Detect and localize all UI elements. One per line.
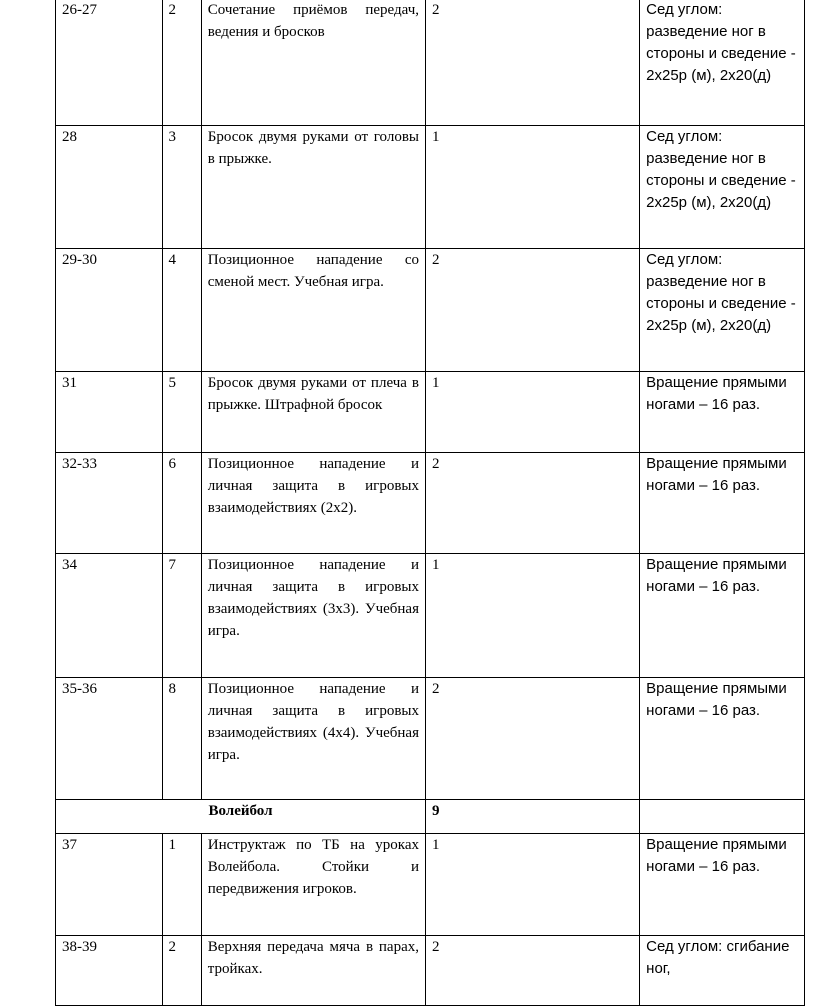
lesson-topic: Верхняя передача мяча в парах, тройках. [201,936,425,1006]
lesson-number: 32-33 [56,453,163,554]
lesson-topic: Сочетание приёмов передач, ведения и бросков [201,0,425,126]
lesson-hours: 2 [426,936,640,1006]
table-row [56,936,805,1006]
lesson-index: 3 [162,126,201,249]
homework: Вращение прямыми ногами – 16 раз. [640,372,805,453]
section-hours: 9 [426,800,640,834]
lesson-topic: Позиционное нападение и личная защита в игровых взаимодействиях (2х2). [201,453,425,554]
table-row [56,678,805,800]
lesson-index: 6 [162,453,201,554]
lesson-hours: 2 [426,453,640,554]
lesson-topic: Бросок двумя руками от головы в прыжке. [201,126,425,249]
lesson-index: 2 [162,936,201,1006]
lesson-hours: 1 [426,834,640,936]
homework: Вращение прямыми ногами – 16 раз. [640,554,805,678]
homework: Сед углом: разведение ног в стороны и сведение - 2х25р (м), 2х20(д) [640,249,805,372]
lesson-topic: Позиционное нападение и личная защита в игровых взаимодействиях (4х4). Учебная игра. [201,678,425,800]
lesson-number: 31 [56,372,163,453]
table-row [56,249,805,372]
section-title: Волейбол [56,800,426,834]
table-row [56,834,805,936]
table-row [56,453,805,554]
lesson-hours: 1 [426,554,640,678]
table-row [56,372,805,453]
lesson-index: 4 [162,249,201,372]
lesson-topic: Инструктаж по ТБ на уроках Волейбола. Стойки и передвижения игроков. [201,834,425,936]
lesson-index: 1 [162,834,201,936]
lesson-number: 34 [56,554,163,678]
lesson-hours: 2 [426,249,640,372]
lesson-hours: 2 [426,678,640,800]
lesson-number: 28 [56,126,163,249]
lesson-topic: Бросок двумя руками от плеча в прыжке. Штрафной бросок [201,372,425,453]
lesson-index: 5 [162,372,201,453]
lesson-number: 35-36 [56,678,163,800]
homework: Вращение прямыми ногами – 16 раз. [640,453,805,554]
lesson-number: 29-30 [56,249,163,372]
lesson-topic: Позиционное нападение со сменой мест. Учебная игра. [201,249,425,372]
table-row [56,554,805,678]
lesson-plan-table [55,0,805,1006]
table-row [56,126,805,249]
lesson-number: 38-39 [56,936,163,1006]
lesson-topic: Позиционное нападение и личная защита в игровых взаимодействиях (3х3). Учебная игра. [201,554,425,678]
homework: Сед углом: сгибание ног, [640,936,805,1006]
table-row [56,0,805,126]
section-row [56,800,805,834]
lesson-hours: 1 [426,126,640,249]
lesson-hours: 2 [426,0,640,126]
lesson-index: 8 [162,678,201,800]
table-body [56,0,805,1006]
lesson-hours: 1 [426,372,640,453]
lesson-number: 26-27 [56,0,163,126]
lesson-index: 7 [162,554,201,678]
section-empty-cell [640,800,805,834]
homework: Вращение прямыми ногами – 16 раз. [640,834,805,936]
homework: Сед углом: разведение ног в стороны и сведение - 2х25р (м), 2х20(д) [640,0,805,126]
homework: Вращение прямыми ногами – 16 раз. [640,678,805,800]
lesson-index: 2 [162,0,201,126]
homework: Сед углом: разведение ног в стороны и сведение - 2х25р (м), 2х20(д) [640,126,805,249]
lesson-number: 37 [56,834,163,936]
